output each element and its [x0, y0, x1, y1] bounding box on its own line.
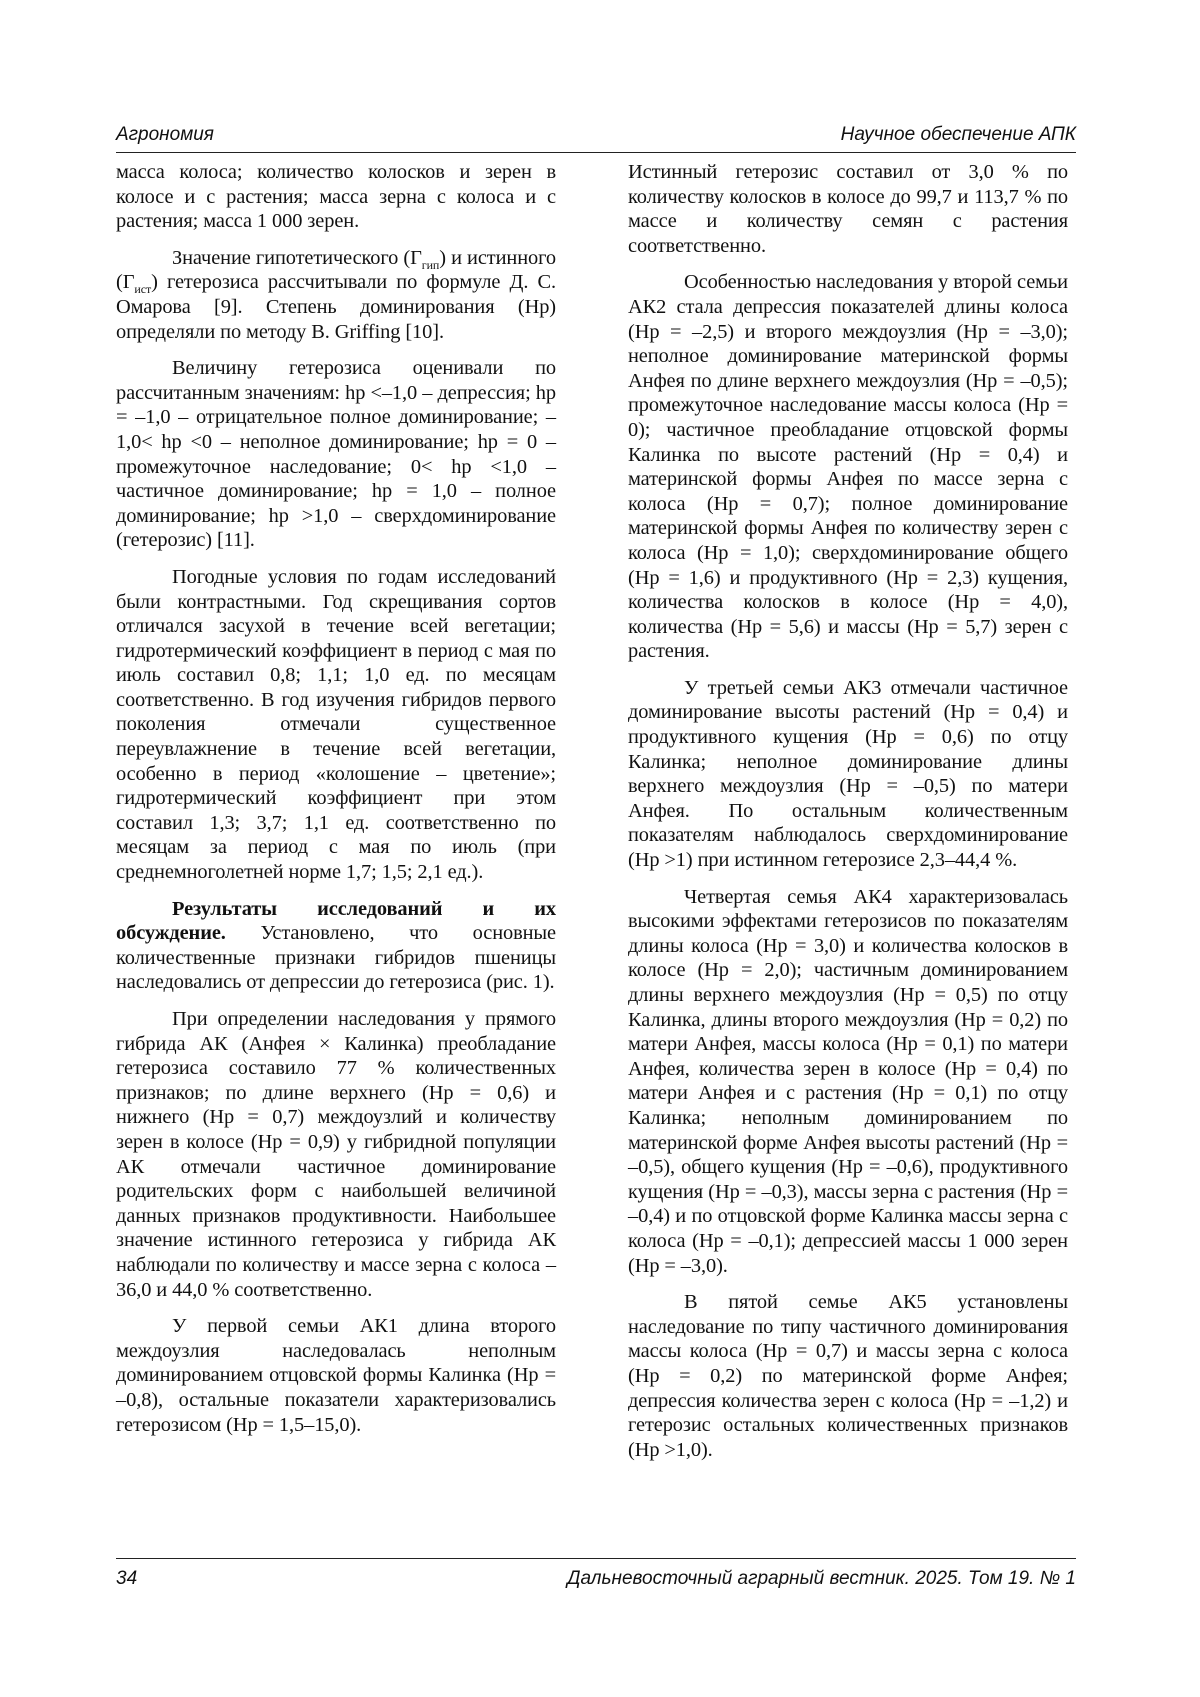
text-run: Установлено, что основные количественные признаки гибридов пшеницы наследовались от депрессии до гетерозиса (рис. 1). — [116, 922, 556, 994]
footer-rule — [116, 1558, 1076, 1559]
paragraph: У первой семьи АК1 длина второго междоузлия наследовалась неполным доминированием отцовской формы Калинка (Hp = –0,8), остальные показатели характеризовались гетерозисом (Hp = 1,5–15,0). — [116, 1315, 556, 1436]
paragraph: В пятой семье АК5 установлены наследование по типу частичного доминирования массы колоса (Hp = 0,7) и массы зерна с колоса (Hp = 0,2) по материнской форме Анфея; депрессия количества зерен с колоса (Hp = –1,2) и гетерозис остальных количественных признаков (Hp >1,0). — [628, 1291, 1068, 1461]
subscript: гип — [421, 257, 440, 272]
text-run: ) и истинного (Г — [116, 246, 556, 294]
journal-citation: Дальневосточный аграрный вестник. 2025. Том 19. № 1 — [567, 1568, 1076, 1589]
paragraph: При определении наследования у прямого гибрида АК (Анфея × Калинка) преобладание гетерозиса составило 77 % количественных признаков; по длине верхнего (Hp = 0,6) и нижнего (Hp = 0,7) междоузлий и количеству зерен в колосе (Hp = 0,9) у гибридной популяции АК отмечали частичное доминирование родительских форм с наибольшей величиной данных признаков продуктивности. Наибольшее значение истинного гетерозиса у гибрида АК наблюдали по количеству и массе зерна с колоса – 36,0 и 44,0 % соответственно. — [116, 1008, 556, 1301]
paragraph: Величину гетерозиса оценивали по рассчитанным значениям: hp <–1,0 – депрессия; hp = –1,0 – отрицательное полное доминирование; –1,0< hp <0 – неполное доминирование; hp = 0 – промежуточное наследование; 0< hp <1,0 – частичное доминирование; hp = 1,0 – полное доминирование; hp >1,0 – сверхдоминирование (гетерозис) [11]. — [116, 357, 556, 552]
body-text — [116, 160, 1076, 1550]
paragraph: У третьей семьи АК3 отмечали частичное доминирование высоты растений (Hp = 0,4) и продуктивного кущения (Hp = 0,6) по отцу Калинка; неполное доминирование длины верхнего междоузлия (Hp = –0,5) по матери Анфея. По остальным количественным показателям наблюдалось сверхдоминирование (Hp >1) при истинном гетерозисе 2,3–44,4 %. — [628, 676, 1068, 872]
subscript: ист — [134, 282, 152, 297]
running-header — [116, 124, 1076, 146]
paragraph — [116, 246, 556, 344]
paragraph: Особенностью наследования у второй семьи АК2 стала депрессия показателей длины колоса (Hp = –2,5) и второго междоузлия (Hp = –3,0); неполное доминирование материнской формы Анфея по длине верхнего междоузлия (Hp = –0,5); промежуточное наследование массы колоса (Hp = 0); частичное преобладание отцовской формы Калинка по высоте растений (Hp = 0,4) и материнской формы Анфея по массе зерна с колоса (Hp = 0,7); полное доминирование материнской формы Анфея по количеству зерен с колоса (Hp = 1,0); сверхдоминирование общего (Hp = 1,6) и продуктивного (Hp = 2,3) кущения, количества колосков в колосе (Hp = 4,0), количества (Hp = 5,6) и массы (Hp = 5,7) зерен с растения. — [628, 271, 1068, 663]
text-run: Значение гипотетического (Г — [172, 246, 422, 269]
paragraph: Истинный гетерозис составил от 3,0 % по количеству колосков в колосе до 99,7 и 113,7 % по массе и количеству семян с растения соответственно. — [628, 161, 1068, 257]
left-column — [116, 160, 556, 1449]
paragraph: Четвертая семья АК4 характеризовалась высокими эффектами гетерозисов по показателям длины колоса (Hp = 3,0) и количества колосков в колосе (Hp = 2,0); частичным доминированием длины верхнего междоузлия (Hp = 0,5) по отцу Калинка, длины второго междоузлия (Hp = 0,2) по матери Анфея, массы колоса (Hp = 0,1) по матери Анфея, количества зерен в колосе (Hp = 0,4) по матери Анфея и с растения (Hp = 0,1) по отцу Калинка; неполным доминированием по материнской форме Анфея высоты растений (Hp = –0,5), общего кущения (Hp = –0,6), продуктивного кущения (Hp = –0,3), массы зерна с растения (Hp = –0,4) и по отцовской форме Калинка массы зерна с колоса (Hp = –0,1); депрессией массы 1 000 зерен (Hp = –3,0). — [628, 885, 1068, 1277]
header-rule — [116, 152, 1076, 153]
section-heading: Результаты исследований и их обсуждение. — [116, 897, 556, 945]
header-section: Агрономия — [116, 124, 214, 145]
paragraph: Погодные условия по годам исследований были контрастными. Год скрещивания сортов отличался засухой в течение всей вегетации; гидротермический коэффициент в период с мая по июль составил 0,8; 1,1; 1,0 ед. по месяцам соответственно. В год изучения гибридов первого поколения отмечали существенное переувлажнение в течение всей вегетации, особенно в период «колошение – цветение»; гидротермический коэффициент при этом составил 1,3; 3,7; 1,1 ед. соответственно по месяцам за период с мая по июль (при среднемноголетней норме 1,7; 1,5; 2,1 ед.). — [116, 565, 556, 884]
header-rubric: Научное обеспечение АПК — [840, 124, 1076, 145]
right-column — [628, 160, 1068, 1474]
page-number: 34 — [116, 1568, 138, 1589]
running-footer — [116, 1568, 1076, 1590]
text-run: ) гетерозиса рассчитывали по формуле Д. С. Омарова [9]. Степень доминирования (Hp) определяли по методу B. Griffing [10]. — [116, 271, 556, 343]
paragraph: масса колоса; количество колосков и зерен в колосе и с растения; масса зерна с колоса и с растения; масса 1 000 зерен. — [116, 161, 556, 233]
paragraph — [116, 897, 556, 995]
